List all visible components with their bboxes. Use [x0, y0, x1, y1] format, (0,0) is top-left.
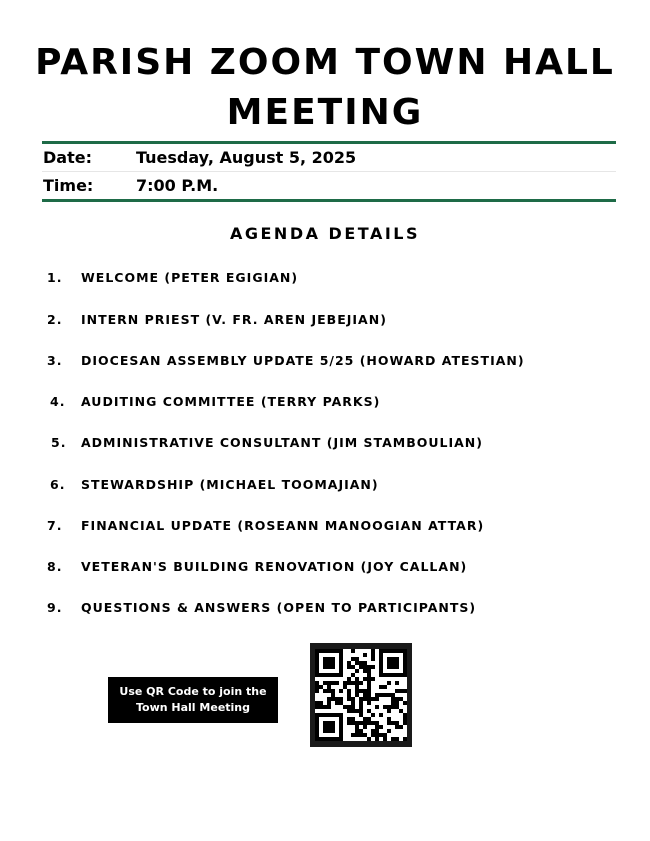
agenda-heading: AGENDA DETAILS: [229, 224, 420, 243]
agenda-item-number: 1.: [47, 270, 63, 285]
agenda-item-number: 4.: [50, 394, 66, 409]
agenda-item-text: FINANCIAL UPDATE (ROSEANN MANOOGIAN ATTAR): [81, 518, 485, 533]
agenda-item-text: WELCOME (PETER EGIGIAN): [81, 270, 299, 285]
qr-code-pattern: [315, 649, 407, 741]
agenda-item: [47, 310, 387, 330]
date-row: [43, 145, 356, 171]
agenda-item-text: QUESTIONS & ANSWERS (OPEN TO PARTICIPANTS): [81, 600, 477, 615]
agenda-item: [47, 557, 467, 577]
agenda-item-number: 7.: [47, 518, 63, 533]
agenda-item-number: 2.: [47, 312, 63, 327]
agenda-item: [50, 392, 380, 412]
qr-caption-line-2: Town Hall Meeting: [135, 701, 251, 714]
qr-caption-line-1: Use QR Code to join the: [119, 685, 267, 698]
agenda-item-number: 5.: [51, 435, 67, 450]
agenda-item-text: VETERAN'S BUILDING RENOVATION (JOY CALLAN): [81, 559, 468, 574]
agenda-item-number: 6.: [50, 477, 66, 492]
row-divider: [42, 171, 616, 172]
agenda-item-number: 8.: [47, 559, 63, 574]
agenda-item-text: DIOCESAN ASSEMBLY UPDATE 5/25 (HOWARD ATESTIAN): [81, 353, 525, 368]
title-line-1: PARISH ZOOM TOWN HALL: [35, 42, 615, 83]
agenda-item-text: INTERN PRIEST (V. FR. AREN JEBEJIAN): [81, 312, 387, 327]
time-label: Time:: [43, 176, 94, 195]
agenda-item: [47, 598, 476, 618]
agenda-item-text: AUDITING COMMITTEE (TERRY PARKS): [81, 394, 381, 409]
agenda-item-text: STEWARDSHIP (MICHAEL TOOMAJIAN): [81, 477, 379, 492]
top-divider: [42, 141, 616, 144]
date-value: Tuesday, August 5, 2025: [136, 148, 357, 167]
time-row: [43, 173, 218, 199]
agenda-item-text: ADMINISTRATIVE CONSULTANT (JIM STAMBOULIAN): [81, 435, 483, 450]
agenda-item: [47, 516, 484, 536]
qr-code[interactable]: [310, 643, 412, 747]
qr-caption-box: [108, 677, 278, 723]
time-value: 7:00 P.M.: [136, 176, 219, 195]
agenda-item-number: 9.: [47, 600, 63, 615]
date-label: Date:: [43, 148, 92, 167]
bottom-divider: [42, 199, 616, 202]
agenda-item-number: 3.: [47, 353, 63, 368]
agenda-item: [47, 268, 298, 288]
title-line-2: MEETING: [226, 92, 424, 133]
agenda-item: [51, 433, 483, 453]
page-title: [0, 38, 650, 138]
agenda-item: [47, 351, 525, 371]
agenda-item: [50, 475, 379, 495]
